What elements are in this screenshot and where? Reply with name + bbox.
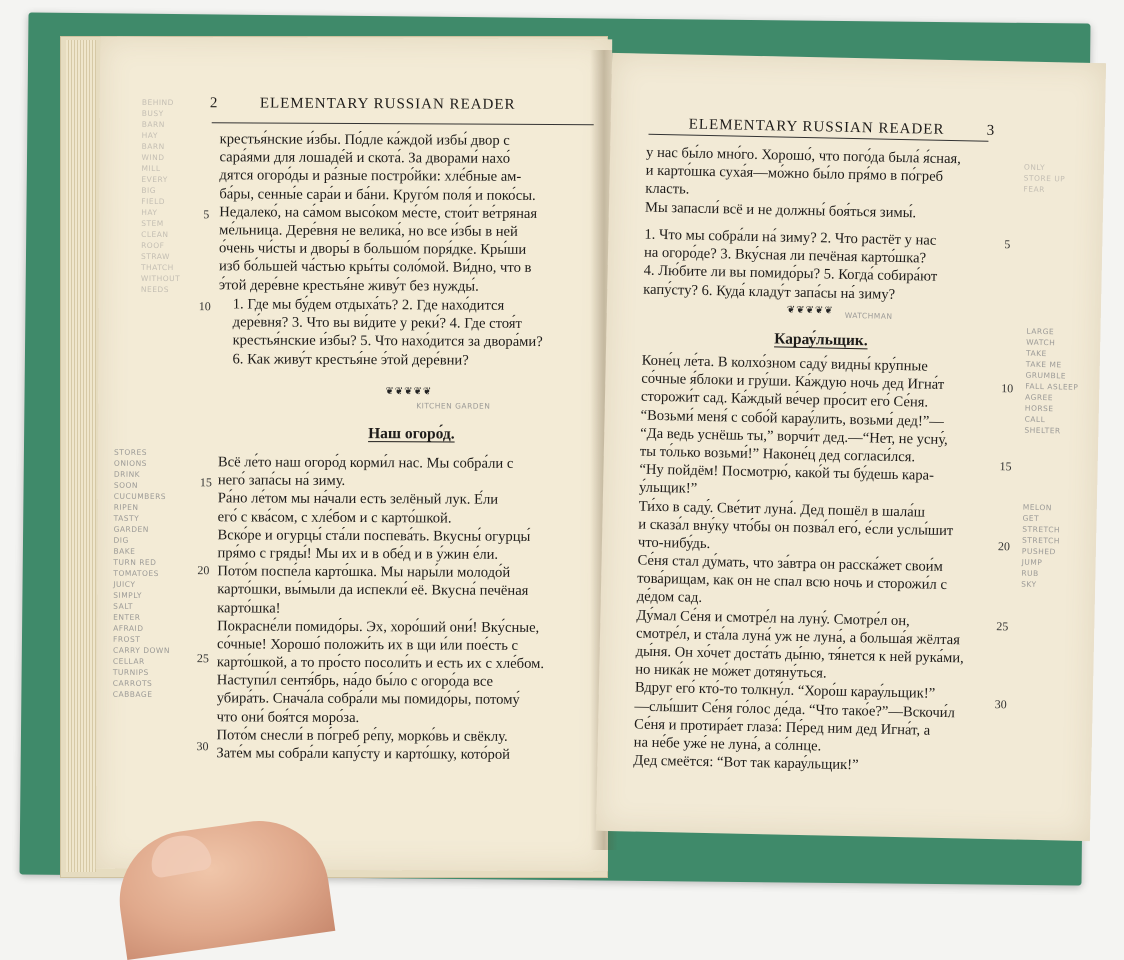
left-paragraph-2 [216, 453, 545, 764]
right-page-number: 3 [986, 122, 996, 139]
right-running-head: ELEMENTARY RUSSIAN READER [688, 116, 945, 138]
text-line: 1. Что мы собра́ли на́ зиму? 2. Что растёт у нас [644, 226, 937, 249]
text-line: карто́шки, вы́мыли да испекли́ её. Вкусна́ печёная [217, 581, 529, 600]
text-line: Се́ня стал ду́мать, что за́втра он расска́жет свои́м [637, 552, 943, 576]
text-line: Недалеко́, на са́мом высо́ком ме́сте, стои́т ве́тряная [219, 204, 538, 222]
ornament: ❦❦❦❦❦ [786, 304, 834, 317]
pencil-heading-note: KITCHEN GARDEN [416, 401, 491, 411]
text-line: Зате́м мы собра́ли капу́сту и карто́шку, кото́рой [216, 745, 511, 763]
text-line: ты то́лько возьми́!” Наконе́ц дед согласи́лся. [639, 443, 916, 466]
text-line: Покрасне́ли помидо́ры. Эх, хоро́ший они́! Вку́сные, [217, 617, 540, 636]
text-line: сторожи́т сад. Ка́ждый ве́чер про́сит его́ Се́ня. [640, 388, 929, 411]
text-line: карто́шка! [217, 599, 281, 617]
text-line: това́рищам, как он не спал всю ночь и сторожи́л с [637, 570, 948, 594]
text-line: 1. Где мы бу́дем отдыха́ть? 2. Где нахо́дится [232, 296, 505, 314]
text-line: пря́мо с гряды́! Мы их и в обе́д и в у́жин е́ли. [217, 545, 499, 563]
text-line: его́ с ква́сом, с хле́бом и с карто́шкой. [217, 508, 452, 527]
line-number: 10 [1001, 381, 1014, 396]
text-line: крестья́нские и́збы? 5. Что нахо́дится за двора́ми? [232, 332, 543, 351]
right-paragraph-1 [645, 144, 961, 223]
text-line: смотре́л, и ста́ла луна́ уж не луна́, а больша́я жёлтая [635, 625, 961, 649]
text-line: и сказа́л вну́ку что́бы он позва́л его́, е́сли услы́шит [638, 516, 954, 539]
pencil-heading-note: WATCHMAN [844, 310, 893, 321]
text-line: ды́ня. Он хо́чет доста́ть ды́ню, тя́нется к ней рука́ми, [635, 643, 964, 667]
text-line: и карто́шка суха́я—мо́жно бы́ло пря́мо в по́греб [645, 162, 944, 186]
text-line: дятся огоро́ды и ра́зные постро́йки: хле́бные ам- [219, 167, 522, 186]
text-line: изб бо́льшей ча́стью кры́ты соло́мой. Ви́дно, что в [218, 258, 532, 277]
text-line: 6. Как живу́т крестья́не э́той дере́вни? [232, 350, 469, 369]
line-number: 15 [199, 475, 212, 490]
text-line: Мы запасли́ всё и не должны́ боя́ться зимы́. [644, 199, 917, 221]
pencil-notes-bottom: STORES ONIONS DRINK SOON CUCUMBERS RIPEN TASTY GARDEN DIG BAKE TURN RED TOMATOES JUICY SIMPLY SALT ENTER AFRAID FROST CARRY DOWN CELLAR TURNIPS CARROTS CABBAGE [112, 447, 170, 699]
left-questions-1 [232, 295, 543, 369]
ornament: ❦❦❦❦❦ [385, 386, 433, 398]
text-line: ба́ры, сенны́е сара́и и ба́ни. Круго́м поля́ и поко́сы. [219, 185, 536, 204]
page-edge-lines [66, 40, 96, 872]
text-line: Вско́ре и огурцы́ ста́ли поспева́ть. Вкусны́ огурцы́ [217, 527, 531, 545]
text-line: Пото́м поспе́ла карто́шка. Мы нары́ли молодо́й [217, 563, 511, 581]
text-line: на не́бе уже́ не луна́, а со́лнце. [633, 734, 822, 755]
text-line: Пото́м снесли́ в по́греб ре́пу, морко́вь и свёклу. [216, 727, 508, 745]
text-line: что они́ боя́тся моро́за. [216, 708, 360, 726]
text-line: убира́ть. Снача́ла собра́ли мы помидо́ры, потому́ [216, 690, 520, 709]
right-page [596, 53, 1106, 841]
line-number: 30 [196, 739, 209, 754]
text-line: сара́ями для лошаде́й и скота́. За дворами́ нахо́ [219, 149, 511, 168]
text-line: со́чные я́блоки и гру́ши. Ка́ждую ночь дед Игна́т [641, 370, 945, 394]
text-line: карто́шкой, а то про́сто посоли́ть и есть их с хле́бом. [216, 654, 545, 673]
text-line: де́дом сад. [636, 588, 703, 607]
text-line: что-нибу́дь. [637, 534, 711, 552]
right-section-heading: Карау́льщик. [774, 330, 868, 350]
text-line: “Возьми́ меня́ с собо́й карау́лить, возьми́ дед!”— [640, 407, 945, 430]
text-line: 4. Лю́бите ли вы помидо́ры? 5. Когда́ собира́ют [643, 262, 938, 286]
text-line: него́ запа́сы на́ зиму. [217, 472, 346, 490]
text-line: Ра́но ле́том мы на́чали есть зелёный лук. Е́ли [217, 490, 499, 509]
text-line: —слы́шит Се́ня го́лос де́да. “Что тако́е?”—Вскочи́л [634, 698, 956, 721]
text-line: Вдруг его́ кто́-то толкну́л. “Хоро́ш карау́льщик!” [634, 679, 936, 703]
text-line: Се́ня и протира́ет глаза́: Пе́ред ним дед Игна́т, а [633, 716, 931, 739]
text-line: дере́вня? 3. Что вы ви́дите у реки́? 4. Где стоя́т [232, 314, 522, 333]
line-number: 10 [198, 299, 211, 314]
text-line: капу́сту? 6. Куда́ кладу́т запа́сы на́ зиму? [643, 281, 896, 303]
line-number: 20 [997, 539, 1011, 554]
left-head-rule [212, 122, 594, 125]
text-line: Коне́ц ле́та. В колхо́зном саду́ видны́ кру́пные [641, 352, 928, 375]
left-paragraph-1 [219, 130, 538, 295]
right-questions [643, 226, 938, 305]
text-line: “Да ведь уснёшь ты,” ворчи́т дед.—“Нет, не усну́, [640, 425, 948, 448]
line-number: 5 [203, 207, 210, 222]
text-line: на огоро́де? 3. Вку́сная ли печёная карто́шка? [643, 244, 927, 267]
text-line: о́чень чи́сты и дворы́ в большо́м поря́дке. Кры́ши [219, 240, 527, 259]
left-page-number: 2 [209, 95, 219, 112]
pencil-notes-middle: LARGE WATCH TAKE TAKE ME GRUMBLE FALL ASLEEP AGREE HORSE CALL SHELTER [1024, 326, 1079, 436]
line-number: 15 [999, 459, 1012, 474]
pencil-notes-low: MELON GET STRETCH STRETCH PUSHED JUMP RUB SKY [1021, 502, 1061, 589]
line-number: 25 [996, 619, 1009, 634]
line-number: 25 [196, 651, 209, 666]
text-line: со́чные! Хорошо́ положи́ть их в щи и́ли пое́сть с [216, 636, 519, 654]
text-line: Всё ле́то наш огоро́д корми́л нас. Мы собра́ли с [217, 454, 514, 472]
text-line: Дед смеётся: “Вот так карау́льщик!” [633, 752, 859, 774]
line-number: 5 [1004, 237, 1011, 252]
text-line: э́той дере́вне крестья́не живу́т без нужды́. [218, 276, 479, 295]
right-paragraph-2 [633, 352, 970, 777]
left-page [96, 37, 612, 872]
text-line: Ду́мал Се́ня и смотре́л на луну́. Смотре́л он, [636, 607, 910, 629]
text-line: крестья́нские и́збы. По́дле ка́ждой избы́ двор с [219, 131, 510, 149]
text-line: Ти́хо в саду́. Све́тит луна́. Дед пошёл в шала́ш [638, 498, 926, 521]
text-line: Наступи́л сентя́брь, на́до бы́ло с огоро́да все [216, 672, 494, 690]
text-line: у́льщик!” [638, 479, 698, 498]
text-line: класть. [645, 181, 690, 198]
line-number: 20 [197, 563, 210, 578]
text-line: “Ну пойдём! Посмотрю́, како́й ты бу́дешь кара- [639, 461, 935, 484]
left-running-head: ELEMENTARY RUSSIAN READER [259, 95, 516, 113]
pencil-notes-top: ONLY STORE UP FEAR [1023, 162, 1066, 195]
line-number: 30 [994, 697, 1007, 712]
pencil-notes-top: BEHIND BUSY BARN HAY BARN WIND MILL EVERY BIG FIELD HAY STEM CLEAN ROOF STRAW THATCH WITHOUT NEEDS [140, 97, 181, 295]
text-line: но ника́к не мо́жет дотяну́ться. [635, 661, 827, 682]
left-section-heading: Наш огоро́д. [368, 425, 455, 443]
text-line: ме́льница. Дере́вня не велика́, но все и́збы в ней [219, 222, 518, 240]
text-line: у нас бы́ло мно́го. Хорошо́, что пого́да была́ я́сная, [645, 144, 962, 168]
